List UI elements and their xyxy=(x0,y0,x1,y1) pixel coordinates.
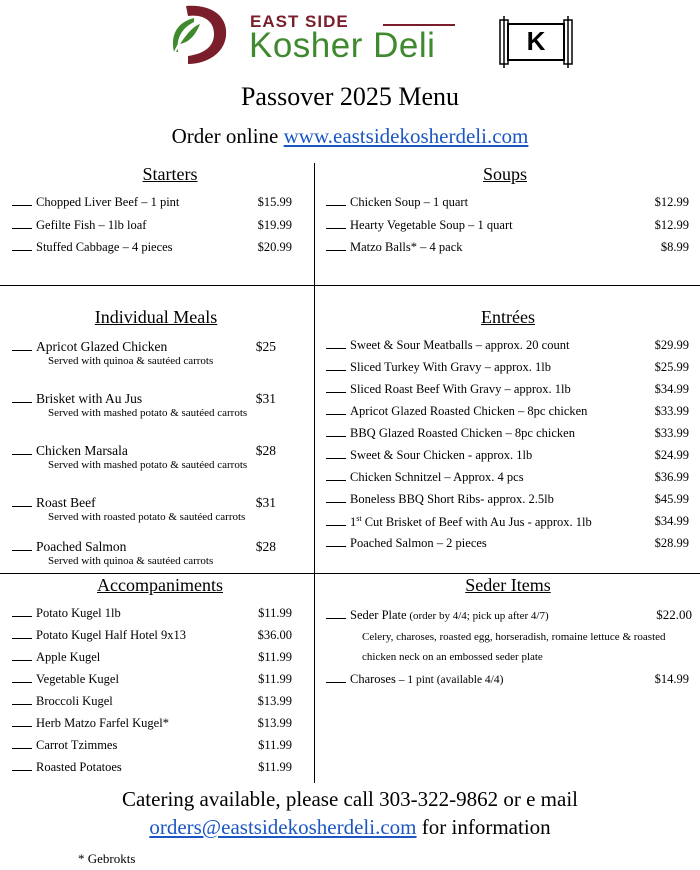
quantity-blank[interactable] xyxy=(326,370,346,371)
quantity-blank[interactable] xyxy=(326,480,346,481)
item-name: Apricot Glazed Chicken xyxy=(36,339,168,354)
menu-item xyxy=(326,492,554,507)
item-price: $11.99 xyxy=(258,672,292,686)
item-price: $13.99 xyxy=(257,694,292,708)
menu-item xyxy=(12,650,100,665)
menu-item xyxy=(326,240,463,255)
menu-item xyxy=(12,218,146,233)
item-detail: – 4 pieces xyxy=(119,240,173,254)
brand-top-text: EAST SIDE xyxy=(250,12,349,31)
menu-item xyxy=(326,404,587,419)
menu-item xyxy=(326,470,524,485)
quantity-blank[interactable] xyxy=(12,704,32,705)
item-name: Seder Plate xyxy=(350,608,407,622)
website-link[interactable]: www.eastsidekosherdeli.com xyxy=(283,124,529,148)
item-price: $14.99 xyxy=(654,672,689,686)
menu-item xyxy=(12,716,169,731)
seder-items-title: Seder Items xyxy=(465,575,551,595)
quantity-blank[interactable] xyxy=(12,616,32,617)
item-name: Chicken Marsala xyxy=(36,443,128,458)
quantity-blank[interactable] xyxy=(326,502,346,503)
item-price: $12.99 xyxy=(654,195,689,209)
item-name: Boneless BBQ Short Ribs xyxy=(350,492,481,506)
item-detail: – Approx. 4 pcs xyxy=(441,470,524,484)
item-price: $19.99 xyxy=(257,217,292,232)
item-price: $34.99 xyxy=(654,382,689,396)
item-price: $11.99 xyxy=(258,650,292,664)
quantity-blank[interactable] xyxy=(12,454,32,455)
item-detail: – 4 pack xyxy=(417,240,463,254)
item-name: Matzo Balls* xyxy=(350,240,418,254)
item-detail: - approx. 1lb xyxy=(464,448,533,462)
quantity-blank[interactable] xyxy=(326,414,346,415)
item-description: chicken neck on an embossed seder plate xyxy=(362,651,543,663)
quantity-blank[interactable] xyxy=(326,205,346,206)
brand-name: Kosher Deli xyxy=(249,26,436,65)
item-price: $36.99 xyxy=(654,470,689,484)
item-name: Brisket with Au Jus xyxy=(36,391,143,406)
menu-item xyxy=(12,391,142,407)
item-name: Sliced Roast Beef With Gravy xyxy=(350,382,502,396)
item-price: $22.00 xyxy=(656,607,692,622)
quantity-blank[interactable] xyxy=(326,392,346,393)
item-name: Apricot Glazed Roasted Chicken xyxy=(350,404,515,418)
menu-item xyxy=(326,608,549,623)
accompaniments-title: Accompaniments xyxy=(97,575,223,595)
menu-item xyxy=(12,195,179,210)
menu-item xyxy=(326,426,575,441)
quantity-blank[interactable] xyxy=(12,726,32,727)
catering-contact xyxy=(0,815,700,840)
item-price: $11.99 xyxy=(258,760,292,774)
item-name: Stuffed Cabbage xyxy=(36,240,120,254)
kosher-letter: K xyxy=(526,26,546,56)
item-detail: – 1 quart xyxy=(465,217,513,232)
item-price: $36.00 xyxy=(257,628,292,642)
quantity-blank[interactable] xyxy=(12,205,32,206)
item-price: $45.99 xyxy=(654,492,689,506)
quantity-blank[interactable] xyxy=(12,250,32,251)
individual-meals-title: Individual Meals xyxy=(94,307,218,327)
item-detail: – approx. 1lb xyxy=(501,382,571,396)
item-name: Potato Kugel Half Hotel 9x13 xyxy=(36,628,186,642)
item-price: $34.99 xyxy=(654,514,689,528)
quantity-blank[interactable] xyxy=(326,618,346,619)
item-name: Sweet & Sour Meatballs xyxy=(350,338,473,352)
item-price: $28 xyxy=(255,443,276,458)
item-price: $25.99 xyxy=(654,360,689,374)
item-name: Roast Beef xyxy=(36,495,96,510)
menu-item xyxy=(12,606,121,621)
item-name: Potato Kugel 1lb xyxy=(36,606,121,620)
item-detail: – 1 quart xyxy=(420,195,469,209)
item-description: Served with quinoa & sautéed carrots xyxy=(48,355,214,367)
quantity-blank[interactable] xyxy=(12,770,32,771)
menu-item xyxy=(326,672,503,687)
menu-item xyxy=(326,360,551,375)
quantity-blank[interactable] xyxy=(12,402,32,403)
item-price: $25 xyxy=(255,339,276,354)
item-name: Poached Salmon xyxy=(36,539,127,554)
item-name: Vegetable Kugel xyxy=(36,672,119,686)
item-description: Served with mashed potato & sautéed carrots xyxy=(48,459,248,471)
item-name: Apple Kugel xyxy=(36,650,101,664)
item-detail: – 8pc chicken xyxy=(514,404,588,418)
item-name: Chopped Liver Beef xyxy=(36,195,139,209)
item-price: $11.99 xyxy=(258,738,292,752)
quantity-blank[interactable] xyxy=(12,682,32,683)
item-price: $31 xyxy=(255,495,276,510)
item-detail: - approx. 2.5lb xyxy=(480,492,554,506)
item-detail: – 1 pint (available 4/4) xyxy=(395,674,504,686)
footnote: * Gebrokts xyxy=(78,851,136,866)
soups-title: Soups xyxy=(482,164,527,184)
entrees-title: Entrées xyxy=(481,307,535,327)
item-price: $24.99 xyxy=(654,448,689,462)
item-detail: – 8pc chicken xyxy=(502,426,575,440)
menu-item xyxy=(326,536,487,551)
menu-item xyxy=(12,738,117,753)
column-divider xyxy=(314,163,315,783)
quantity-blank[interactable] xyxy=(326,250,346,251)
item-name: BBQ Glazed Roasted Chicken xyxy=(350,426,503,440)
item-name: Chicken Schnitzel xyxy=(350,470,442,484)
menu-item xyxy=(12,628,186,643)
item-name: Roasted Potatoes xyxy=(36,760,122,774)
catering-text: Catering available, please call 303-322-9862 or e mail xyxy=(121,787,578,811)
item-description: Celery, charoses, roasted egg, horseradish, romaine lettuce & roasted xyxy=(362,631,666,643)
item-name: Charoses xyxy=(350,672,396,686)
quantity-blank[interactable] xyxy=(326,682,346,683)
item-name: Sliced Turkey With Gravy xyxy=(350,360,482,374)
item-name: Gefilte Fish xyxy=(36,217,96,232)
menu-item xyxy=(326,514,592,530)
item-price: $28 xyxy=(255,539,276,554)
menu-item xyxy=(326,195,468,210)
quantity-blank[interactable] xyxy=(12,748,32,749)
item-detail: - approx. 1lb xyxy=(524,515,592,530)
menu-item xyxy=(12,339,167,355)
quantity-blank[interactable] xyxy=(12,350,32,351)
quantity-blank[interactable] xyxy=(326,348,346,349)
item-detail: – 1 pint xyxy=(138,195,180,209)
item-detail: – approx. 1lb xyxy=(481,360,551,374)
order-online-label: Order online xyxy=(171,124,284,148)
menu-item xyxy=(12,539,126,555)
menu-item xyxy=(326,338,569,353)
item-name: Broccoli Kugel xyxy=(36,694,113,708)
item-name: Sweet & Sour Chicken xyxy=(350,448,465,462)
order-online xyxy=(0,124,700,149)
catering-suffix: for information xyxy=(416,815,551,839)
page-title: Passover 2025 Menu xyxy=(240,82,460,111)
email-link[interactable]: orders@eastsidekosherdeli.com xyxy=(149,815,417,839)
menu-item xyxy=(12,694,113,709)
deli-logo-icon xyxy=(166,4,228,66)
item-name: Hearty Vegetable Soup xyxy=(350,217,466,232)
item-description: Served with mashed potato & sautéed carrots xyxy=(48,407,248,419)
quantity-blank[interactable] xyxy=(12,550,32,551)
quantity-blank[interactable] xyxy=(12,228,32,229)
item-price: $28.99 xyxy=(654,536,689,550)
item-description: Served with roasted potato & sautéed carrots xyxy=(48,511,246,523)
menu-item xyxy=(326,218,513,233)
section-divider-2 xyxy=(0,573,700,574)
ordinal-suffix: st xyxy=(356,514,362,523)
kosher-certification-icon xyxy=(498,14,574,70)
section-divider-1 xyxy=(0,285,700,286)
item-price: $8.99 xyxy=(660,240,689,254)
quantity-blank[interactable] xyxy=(12,638,32,639)
quantity-blank[interactable] xyxy=(12,660,32,661)
item-detail: – 2 pieces xyxy=(433,536,487,550)
menu-item xyxy=(12,443,128,459)
item-name: Carrot Tzimmes xyxy=(36,738,118,752)
item-detail: – 1lb loaf xyxy=(95,217,147,232)
item-price: $31 xyxy=(255,391,276,406)
quantity-blank[interactable] xyxy=(326,458,346,459)
item-price: $33.99 xyxy=(654,426,689,440)
menu-item xyxy=(326,382,571,397)
item-price: $33.99 xyxy=(654,404,689,418)
item-name: Poached Salmon xyxy=(350,536,434,550)
menu-item xyxy=(12,495,96,511)
quantity-blank[interactable] xyxy=(326,436,346,437)
item-name: Herb Matzo Farfel Kugel* xyxy=(36,716,169,730)
item-detail: – approx. 20 count xyxy=(472,338,570,352)
item-description: Served with quinoa & sautéed carrots xyxy=(48,555,214,567)
quantity-blank[interactable] xyxy=(326,228,346,229)
item-name: Chicken Soup xyxy=(350,195,421,209)
quantity-blank[interactable] xyxy=(326,525,346,526)
menu-item xyxy=(12,240,173,255)
menu-item xyxy=(12,760,122,775)
item-price: $12.99 xyxy=(654,217,689,232)
item-price: $13.99 xyxy=(257,716,292,730)
quantity-blank[interactable] xyxy=(12,506,32,507)
item-price: $20.99 xyxy=(257,240,292,254)
quantity-blank[interactable] xyxy=(326,546,346,547)
item-name: 1st Cut Brisket of Beef with Au Jus xyxy=(350,514,525,530)
item-detail: (order by 4/4; pick up after 4/7) xyxy=(406,610,549,622)
item-price: $15.99 xyxy=(257,195,292,209)
starters-title: Starters xyxy=(142,164,198,184)
item-price: $29.99 xyxy=(654,338,689,352)
item-price: $11.99 xyxy=(258,606,292,620)
menu-item xyxy=(12,672,119,687)
menu-item xyxy=(326,448,532,463)
